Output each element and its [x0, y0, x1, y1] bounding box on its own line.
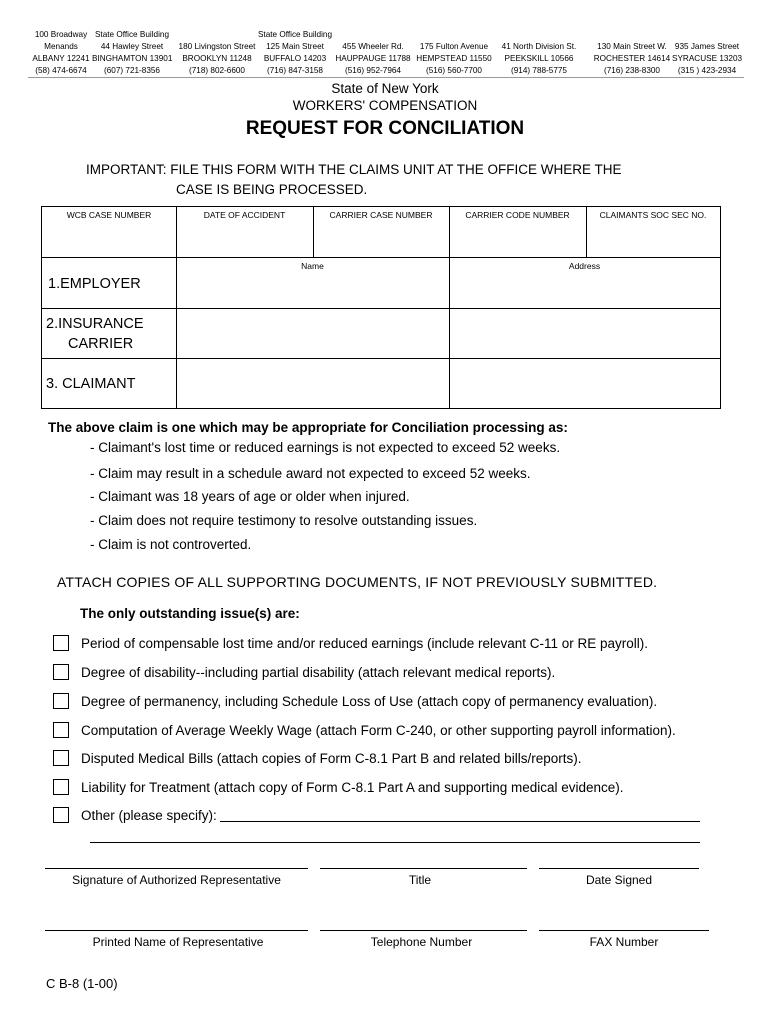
office-line: ALBANY 12241: [32, 54, 90, 63]
office-line: ROCHESTER 14614: [593, 54, 671, 63]
issue-medical-bills: [53, 748, 581, 768]
insurance-label-line-1: 2.INSURANCE: [46, 316, 144, 332]
employer-name-field[interactable]: [178, 271, 448, 307]
issue-other: [53, 805, 217, 825]
issue-label: Computation of Average Weekly Wage (attach Form C-240, or other supporting payroll information).: [81, 722, 676, 738]
claimant-name-field[interactable]: [178, 359, 448, 408]
issue-checkbox[interactable]: [53, 664, 69, 680]
office-line: 130 Main Street W.: [597, 42, 667, 51]
printed-name-line[interactable]: [45, 930, 308, 931]
office-line: (516) 952-7964: [345, 66, 401, 75]
attach-documents-note: ATTACH COPIES OF ALL SUPPORTING DOCUMENTS, IF NOT PREVIOUSLY SUBMITTED.: [57, 574, 658, 590]
office-hauppauge: [334, 29, 412, 77]
issue-label: Period of compensable lost time and/or reduced earnings (include relevant C-11 or RE payroll).: [81, 635, 649, 651]
office-albany: [32, 29, 90, 77]
claimant-label: 3. CLAIMANT: [46, 376, 136, 392]
title-label: Title: [408, 873, 432, 887]
office-line: HAUPPAUGE 11788: [335, 54, 411, 63]
office-line: (607) 721-8356: [104, 66, 160, 75]
fax-label: FAX Number: [589, 935, 659, 949]
important-line-2: CASE IS BEING PROCESSED.: [176, 182, 368, 197]
criterion-item: - Claim may result in a schedule award not expected to exceed 52 weeks.: [90, 466, 531, 481]
criterion-item: - Claimant was 18 years of age or older when injured.: [90, 489, 410, 504]
office-line: SYRACUSE 13203: [672, 54, 743, 63]
form-number: C B-8 (1-00): [46, 976, 118, 991]
date-signed-label: Date Signed: [585, 873, 653, 887]
insurance-carrier-label: [46, 314, 144, 354]
eligibility-heading: The above claim is one which may be appropriate for Conciliation processing as:: [48, 420, 568, 435]
office-line: (716) 238-8300: [604, 66, 660, 75]
office-brooklyn: [178, 29, 256, 77]
wcb-case-number-field[interactable]: [43, 221, 175, 256]
carrier-case-number-header: CARRIER CASE NUMBER: [329, 210, 433, 220]
other-specify-line-2[interactable]: [90, 842, 700, 843]
office-line: (914) 788-5775: [511, 66, 567, 75]
criterion-item: - Claim is not controverted.: [90, 537, 252, 552]
office-line: (718) 802-6600: [189, 66, 245, 75]
office-line: 41 North Division St.: [501, 42, 577, 51]
issue-label: Degree of disability--including partial disability (attach relevant medical reports).: [81, 664, 556, 680]
office-line: (58) 474-6674: [35, 66, 87, 75]
issue-label: Other (please specify):: [81, 807, 217, 823]
printed-name-label: Printed Name of Representative: [92, 935, 264, 949]
row-divider: [42, 257, 720, 258]
office-binghamton: [92, 29, 172, 77]
office-line: [500, 29, 578, 41]
signature-label: Signature of Authorized Representative: [72, 873, 281, 887]
carrier-case-number-field[interactable]: [315, 221, 448, 256]
office-hempstead: [416, 29, 492, 77]
name-header: Name: [301, 261, 324, 271]
fax-line[interactable]: [539, 930, 709, 931]
office-line: 455 Wheeler Rd.: [342, 42, 404, 51]
date-of-accident-field[interactable]: [178, 221, 312, 256]
claimant-ssn-header: CLAIMANTS SOC SEC NO.: [599, 210, 707, 220]
office-buffalo: [257, 29, 333, 77]
carrier-code-number-field[interactable]: [451, 221, 585, 256]
issue-checkbox[interactable]: [53, 779, 69, 795]
office-line: [334, 29, 412, 41]
office-line: BINGHAMTON 13901: [92, 54, 173, 63]
page-title: REQUEST FOR CONCILIATION: [245, 118, 525, 139]
office-syracuse: [672, 29, 742, 77]
office-line: 935 James Street: [674, 42, 740, 51]
office-line: State Office Building: [94, 30, 170, 39]
office-line: BROOKLYN 11248: [182, 54, 252, 63]
criterion-item: - Claim does not require testimony to resolve outstanding issues.: [90, 513, 478, 528]
office-line: Menands: [44, 42, 78, 51]
criterion-item: - Claimant's lost time or reduced earnings is not expected to exceed 52 weeks.: [90, 440, 561, 455]
title-line[interactable]: [320, 868, 527, 869]
office-line: 175 Fulton Avenue: [419, 42, 489, 51]
issue-checkbox[interactable]: [53, 722, 69, 738]
issue-average-weekly-wage: [53, 720, 676, 740]
case-info-table: [41, 206, 721, 409]
issue-checkbox[interactable]: [53, 693, 69, 709]
telephone-line[interactable]: [320, 930, 527, 931]
issues-heading: The only outstanding issue(s) are:: [80, 606, 300, 621]
office-line: BUFFALO 14203: [263, 54, 327, 63]
office-line: [416, 29, 492, 41]
wcb-case-number-header: WCB CASE NUMBER: [66, 210, 152, 220]
address-header: Address: [568, 261, 601, 271]
carrier-name-field[interactable]: [178, 309, 448, 357]
office-line: 180 Livingston Street: [178, 42, 256, 51]
issue-label: Disputed Medical Bills (attach copies of Form C-8.1 Part B and related bills/reports).: [81, 750, 582, 766]
office-line: 44 Hawley Street: [100, 42, 164, 51]
office-rochester: [592, 29, 672, 77]
office-line: [672, 29, 742, 41]
agency-title: WORKERS' COMPENSATION: [292, 98, 478, 113]
insurance-label-line-2: CARRIER: [68, 336, 134, 352]
office-line: [592, 29, 672, 41]
claimant-address-field[interactable]: [451, 359, 719, 408]
issue-label: Degree of permanency, including Schedule Loss of Use (attach copy of permanency evaluation).: [81, 693, 658, 709]
issue-lost-time: [53, 633, 648, 653]
office-line: (716) 847-3158: [267, 66, 323, 75]
telephone-label: Telephone Number: [370, 935, 473, 949]
office-line: (516) 560-7700: [426, 66, 482, 75]
office-peekskill: [500, 29, 578, 77]
office-line: [178, 29, 256, 41]
issue-checkbox[interactable]: [53, 635, 69, 651]
other-specify-line[interactable]: [220, 821, 700, 822]
office-line: HEMPSTEAD 11550: [416, 54, 492, 63]
office-line: 125 Main Street: [266, 42, 324, 51]
carrier-address-field[interactable]: [451, 309, 719, 357]
claimant-ssn-field[interactable]: [588, 221, 719, 256]
issue-disability: [53, 662, 555, 682]
header-divider: [28, 77, 744, 78]
carrier-code-number-header: CARRIER CODE NUMBER: [465, 210, 570, 220]
employer-address-field[interactable]: [451, 271, 719, 307]
date-of-accident-header: DATE OF ACCIDENT: [203, 210, 286, 220]
date-signed-line[interactable]: [539, 868, 699, 869]
office-line: (315 ) 423-2934: [677, 66, 737, 75]
employer-label: 1.EMPLOYER: [48, 276, 141, 292]
state-title: State of New York: [331, 81, 439, 96]
issue-permanency: [53, 691, 657, 711]
issue-checkbox[interactable]: [53, 807, 69, 823]
office-line: 100 Broadway: [34, 30, 88, 39]
important-notice: [86, 160, 622, 200]
office-line: PEEKSKILL 10566: [504, 54, 574, 63]
signature-line[interactable]: [45, 868, 308, 869]
issue-label: Liability for Treatment (attach copy of Form C-8.1 Part A and supporting medical evidence).: [81, 779, 624, 795]
issue-checkbox[interactable]: [53, 750, 69, 766]
issue-liability-treatment: [53, 777, 624, 797]
important-line-1: IMPORTANT: FILE THIS FORM WITH THE CLAIMS UNIT AT THE OFFICE WHERE THE: [86, 162, 622, 177]
office-line: State Office Building: [257, 30, 333, 39]
